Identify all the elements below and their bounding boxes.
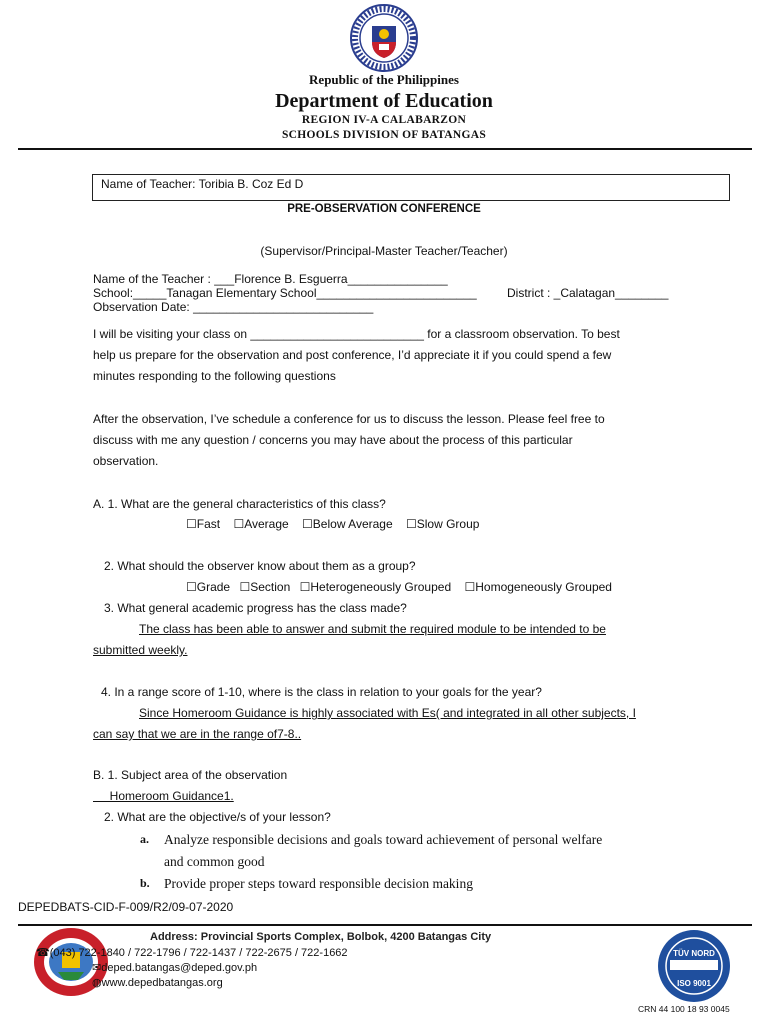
school-row [93,286,477,300]
checkbox-homogeneously-grouped[interactable]: ☐Homogeneously Grouped [464,580,612,594]
checkbox-heterogeneously-grouped[interactable]: ☐Heterogeneously Grouped [299,580,452,594]
a3-answer-line-1: The class has been able to answer and submit the required module to be intended to be [139,622,606,636]
observation-date-value: ___________________________ [193,300,374,314]
objective-marker: b. [140,876,150,890]
teacher-name-box-text: Name of Teacher: Toribia B. Coz Ed D [101,177,304,191]
header-divider [18,148,752,150]
crn-number: CRN 44 100 18 93 0045 [638,1004,730,1014]
after-line-2: discuss with me any question / concerns you may have about the process of this particular [93,433,573,447]
checkbox-average[interactable]: ☐Average [233,517,289,531]
intro-line-1: I will be visiting your class on __________________________ for a classroom observation. To best [93,327,620,341]
b1-answer: Homeroom Guidance1. [93,789,234,803]
footer-phone-row [36,946,348,959]
form-code: DEPEDBATS-CID-F-009/R2/09-07-2020 [18,900,234,914]
question-a2: 2. What should the observer know about them as a group? [104,559,416,573]
a3-answer-line-2: submitted weekly. [93,643,188,657]
intro-paragraph [93,324,683,387]
republic-line: Republic of the Philippines [309,72,459,87]
deped-seal-logo [350,4,418,72]
checkbox-slow-group[interactable]: ☐Slow Group [405,517,480,531]
after-line-3: observation. [93,454,159,468]
objective-text: Analyze responsible decisions and goals toward achievement of personal welfare [164,832,603,847]
objective-text: Provide proper steps toward responsible decision making [164,876,473,891]
teacher-label: Name of the Teacher : [93,272,215,286]
phone-icon: ☎ [36,947,50,959]
globe-icon: ◍ [92,977,102,989]
checkbox-below-average[interactable]: ☐Below Average [302,517,393,531]
question-b2: 2. What are the objective/s of your lesson? [104,810,331,824]
question-a1: A. 1. What are the general characteristics of this class? [93,497,386,511]
a2-options [186,580,622,594]
footer-email[interactable]: deped.batangas@deped.gov.ph [101,962,258,974]
teacher-name-box [92,174,730,201]
checkbox-section[interactable]: ☐Section [239,580,291,594]
observation-date-label: Observation Date: [93,300,194,314]
school-label: School: [93,286,134,300]
a4-answer-line-2: can say that we are in the range of7-8.. [93,727,302,741]
footer-phone: (043) 722-1840 / 722-1796 / 722-1437 / 722-2675 / 722-1662 [49,947,348,959]
observation-date-row [93,300,373,314]
question-b1: B. 1. Subject area of the observation [93,768,288,782]
district-value: _Calatagan________ [553,286,669,300]
intro-line-3: minutes responding to the following questions [93,369,336,383]
checkbox-grade[interactable]: ☐Grade [186,580,231,594]
department-title: Department of Education [275,90,493,112]
school-value: _____Tanagan Elementary School________________________ [133,286,477,300]
region-line: REGION IV-A CALABARZON [301,114,467,126]
tuv-brand-text: TÜV NORD [673,949,715,958]
checkbox-fast[interactable]: ☐Fast [186,517,221,531]
objective-marker: a. [140,832,149,846]
footer-email-row [92,961,257,974]
footer-website-row [92,976,223,989]
intro-line-2: help us prepare for the observation and post conference, I’d appreciate it if you could spend a few [93,348,612,362]
district-row [507,286,668,300]
objective-text-continued: and common good [164,854,265,869]
after-observation-paragraph [93,409,683,472]
question-a3: 3. What general academic progress has the class made? [104,601,407,615]
teacher-row [93,272,448,286]
form-subtitle: (Supervisor/Principal-Master Teacher/Teacher) [260,244,508,258]
a1-options [186,517,489,531]
question-a4: 4. In a range score of 1-10, where is the class in relation to your goals for the year? [101,685,542,699]
footer-website[interactable]: www.depedbatangas.org [101,977,223,989]
teacher-value: ___Florence B. Esguerra_______________ [214,272,448,286]
footer-address: Address: Provincial Sports Complex, Bolbok, 4200 Batangas City [150,931,492,943]
a4-answer-line-1: Since Homeroom Guidance is highly associated with Es( and integrated in all other subjects, I [139,706,636,720]
email-icon: ✉ [92,962,102,974]
footer-divider [18,924,752,926]
tuv-nord-iso-logo [656,928,732,1004]
iso-text: ISO 9001 [677,979,711,988]
form-title: PRE-OBSERVATION CONFERENCE [287,203,481,215]
district-label: District : [507,286,554,300]
after-line-1: After the observation, I’ve schedule a conference for us to discuss the lesson. Please feel free to [93,412,605,426]
division-line: SCHOOLS DIVISION OF BATANGAS [281,129,487,141]
